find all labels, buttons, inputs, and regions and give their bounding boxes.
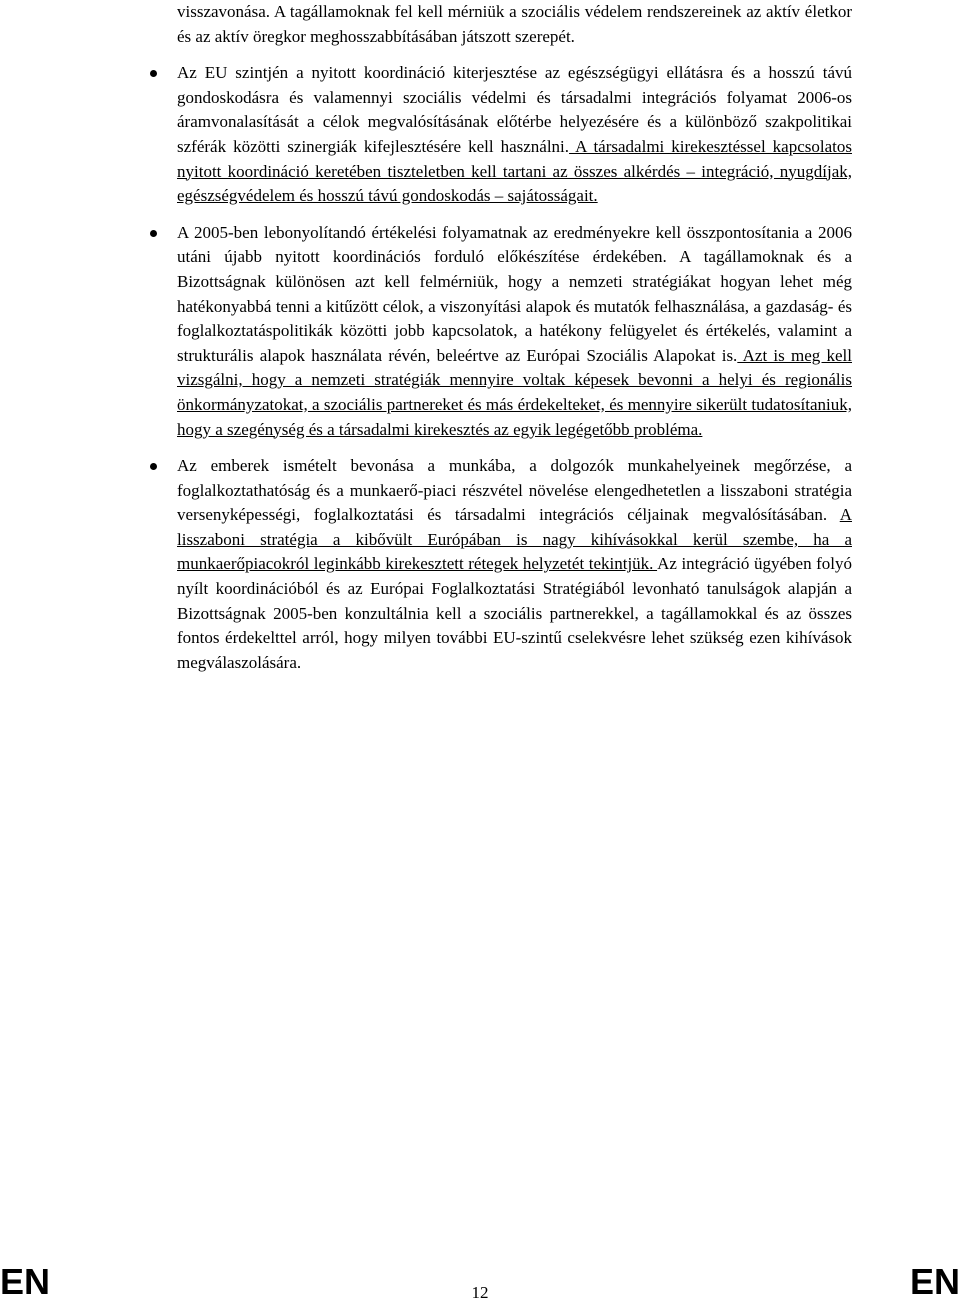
list-item: [177, 61, 852, 209]
list-item: [177, 454, 852, 675]
footer-language-right: EN: [909, 1261, 960, 1302]
bullet-icon: [150, 230, 157, 237]
list-item-text: A 2005-ben lebonyolítandó értékelési folyamatnak az eredményekre kell összpontosítania a 2006 utáni újabb nyitott koordinációs forduló előkészítése érdekében. A tagállamoknak és a Bizottságnak különösen azt kell felmérniük, hogy a nemzeti stratégiákat hogyan lehet még hatékonyabbá tenni a kitűzött célok, a viszonyítási alapok és mutatók felhasználása, a gazdaság- és foglalkoztatáspolitikák közötti jobb kapcsolatok, a hatékony felügyelet és értékelés, valamint a strukturális alapok használata révén, beleértve az Európai Szociális Alapokat is.: [177, 222, 852, 365]
document-body: [177, 0, 852, 675]
list-item-trailing-text: Az integráció ügyében folyó nyílt koordinációból és az Európai Foglalkoztatási Stratégiából levonható tanulságok alapján a Bizottságnak 2005-ben konzultálnia kell a szociális partnerekkel, a tagállamokkal és az összes fontos érdekelttel arról, hogy milyen további EU-szintű cselekvésre lehet szükség ezen kihívások megválaszolására.: [177, 554, 853, 672]
list-item-underlined-text: A társadalmi kirekesztéssel kapcsolatos nyitott koordináció keretében tiszteletben kell tartani az összes alkérdés – integráció, nyugdíjak, egészségvédelem és hosszú távú gondoskodás – sajátosságait.: [177, 136, 852, 206]
bullet-icon: [150, 70, 157, 77]
page-number: 12: [471, 1283, 489, 1302]
list-item: [177, 221, 852, 442]
list-item-text: Az EU szintjén a nyitott koordináció kiterjesztése az egészségügyi ellátásra és a hosszú távú gondoskodásra és valamennyi szociális védelmi és társadalmi integrációs folyamat 2006-os áramvonalasítását a célok megvalósításának előtérbe helyezésére és a különböző szakpolitikai szférák közötti szinergiák kifejlesztésére kell használni.: [177, 63, 852, 156]
list-item-underlined-text: A lisszaboni stratégia a kibővült Európában is nagy kihívásokkal kerül szembe, ha a munkaerőpiacokról leginkább kirekesztett rétegek helyzetét tekintjük.: [177, 505, 852, 574]
footer-language-left: EN: [0, 1261, 51, 1302]
bullet-icon: [150, 463, 157, 470]
list-item-underlined-text: Azt is meg kell vizsgálni, hogy a nemzeti stratégiák mennyire voltak képesek bevonni a helyi és regionális önkormányzatokat, a szociális partnereket és más érdekelteket, és mennyire sikerült tudatosítaniuk, hogy a szegénység és a társadalmi kirekesztés az egyik legégetőbb probléma.: [177, 345, 852, 439]
intro-paragraph: visszavonása. A tagállamoknak fel kell mérniük a szociális védelem rendszereinek az aktív életkor és az aktív öregkor meghosszabbításában játszott szerepét.: [177, 2, 852, 46]
list-item-text: Az emberek ismételt bevonása a munkába, a dolgozók munkahelyeinek megőrzése, a foglalkoztathatóság és a munkaerő-piaci részvétel növelése elengedhetetlen a lisszaboni stratégia versenyképességi, foglalkoztatási és társadalmi integrációs céljainak megvalósításában.: [177, 456, 852, 525]
